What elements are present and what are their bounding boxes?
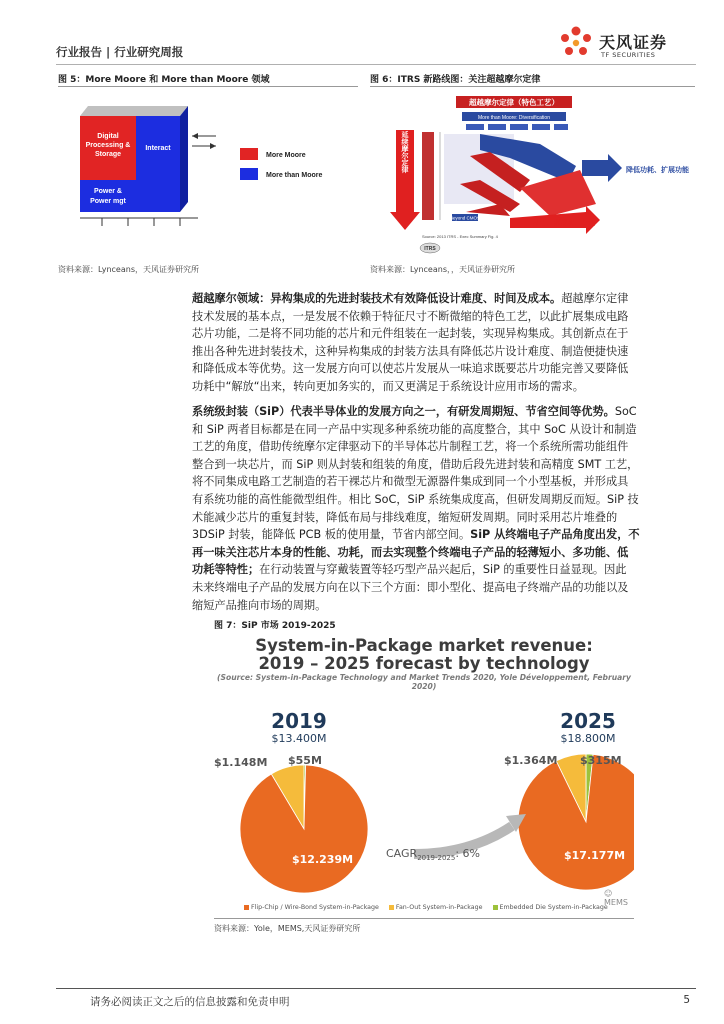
label-2025-fanout: $1.364M [504, 754, 558, 767]
para2-line12: 缩短产品推向市场的周期。 [192, 598, 327, 612]
chart-subtitle: (Source: System-in-Package Technology and Market Trends 2020, Yole Développement, February 2020) [217, 673, 631, 691]
digital-label-1: Digital [97, 133, 119, 140]
chart-title-line2: 2019 – 2025 forecast by technology [258, 654, 590, 673]
para1-line6: 功耗中“解放“出来，转向更加务实的，而又更满足于系统设计应用市场的需求。 [192, 379, 584, 393]
para2-line8-bold: SiP 从终端电子产品角度出发，不 [470, 528, 640, 542]
legend-swatch-more-than-moore [240, 168, 258, 180]
para1-line3: 芯片功能，二是将不同功能的芯片和元件组装在一起封装，实现异构集成。其创新点在于 [192, 327, 629, 341]
para1-line1 [192, 290, 694, 308]
para2-line10 [192, 561, 694, 579]
legend-swatch-embedded [493, 905, 498, 910]
para2-line8 [192, 526, 694, 544]
watermark-text: MEMS [604, 898, 628, 907]
para1-line5: 和降低成本等优势。这一发展方向可以使芯片发展从一味追求既要芯片功能完善又要降低 [192, 362, 629, 376]
legend-swatch-more-moore [240, 148, 258, 160]
figure7-source: 资料来源：Yole，MEMS,天风证券研究所 [214, 924, 361, 933]
legend-more-moore: More Moore [266, 152, 306, 159]
power-block [80, 180, 136, 212]
digital-label-3: Storage [94, 151, 122, 158]
cagr-label [386, 847, 480, 862]
right-label: 降低功耗、扩展功能 [626, 166, 689, 174]
para2-line3: 工艺的角度，借助传统摩尔定律驱动下的半导体芯片制程工艺，将一个系统所需功能组件 [192, 440, 629, 454]
label-2019-embedded: $55M [288, 754, 322, 767]
itrs-logo-text: ITRS [424, 246, 436, 252]
cube-top [80, 106, 188, 116]
para2-line5: 将不同集成电路工艺制造的若干裸芯片和微型无源器件集成到同一个小型基板，并形成具 [192, 475, 629, 489]
interact-block [136, 116, 180, 212]
para2-line6: 有系统功能的高性能微型组件。相比 SoC，SiP 系统集成度高，但研发周期反而短。SiP 技 [192, 492, 639, 506]
cagr-value: : 6% [455, 847, 480, 860]
para1-line1-tail: 超越摩尔定律 [561, 292, 629, 305]
figure6-title: 图 6：ITRS 新路线图：关注超越摩尔定律 [370, 75, 541, 85]
digital-label-2: Processing & [85, 142, 131, 149]
para2-bold1: 系统级封装（SiP）代表半导体业的发展方向之一，有研发周期短、节省空间等优势。 [192, 405, 615, 418]
para2-line10-normal: 在行动装置与穿戴装置等轻巧型产品兴起后，SiP 的重要性日益显现。因此 [259, 563, 627, 577]
para2-line11: 未来终端电子产品的发展方向在以下三个方面：即小型化、提高电子终端产品的功能以及 [192, 580, 629, 594]
banner-text: 超越摩尔定律（特色工艺） [469, 98, 559, 107]
cagr-sub: 2019-2025 [417, 854, 456, 863]
figure5-source: 资料来源：Lynceans，天风证券研究所 [58, 265, 199, 274]
legend-swatch-flipchip [244, 905, 249, 910]
legend-item-embedded [493, 904, 608, 911]
tf-logo-icon [556, 24, 596, 64]
cagr-text: CAGR [386, 847, 418, 860]
func-box-1 [466, 124, 484, 130]
figure6-source: 资料来源：Lynceans，，天风证券研究所 [370, 265, 515, 274]
para2-line2: 和 SiP 两者目标都是在同一产品中实现多种系统功能的高度整合，其中 SoC 从设计和制造 [192, 422, 637, 436]
para2-line4: 整合到一块芯片，而 SiP 则从封装和组装的角度，借助后段先进封装和高精度 SMT 工艺， [192, 457, 639, 471]
total-2025: $18.800M [560, 732, 616, 745]
legend-swatch-fanout [389, 905, 394, 910]
combined-band [520, 170, 596, 216]
right-arrow [582, 154, 622, 182]
year-2019: 2019 [271, 709, 327, 733]
total-2019: $13.400M [271, 732, 327, 745]
paragraph-sip [192, 403, 694, 614]
diversification-text: More than Moore: Diversification [478, 115, 550, 121]
logo-english: TF SECURITIES [601, 51, 656, 59]
arrow-out-head [192, 133, 198, 139]
paragraph-more-than-moore [192, 290, 694, 396]
func-box-4 [532, 124, 550, 130]
itrs-source-note: Source: 2013 ITRS - Exec Summary Fig. 4 [422, 234, 498, 239]
figure6-diagram [370, 92, 695, 257]
logo-chinese: 天风证券 [599, 33, 668, 52]
axis-label-bar [422, 132, 434, 220]
para2-line10-bold: 功耗等特性； [192, 563, 260, 577]
figure5-title-rule [58, 86, 358, 87]
footer-divider [56, 988, 696, 989]
arrow-in-head [210, 143, 216, 149]
power-label-2: Power mgt [90, 198, 126, 205]
para2-line8-normal: 3DSiP 封装，能降低 PCB 板的使用量，节省内部空间。 [192, 528, 471, 542]
para1-line2: 技术发展的基本点，一是发展不依赖于特征尺寸不断微缩的特色工艺，以此扩展集成电路 [192, 309, 629, 323]
beyond-text: Beyond CMOS [449, 215, 481, 221]
year-2025: 2025 [560, 709, 616, 733]
footer-disclaimer: 请务必阅读正文之后的信息披露和免责申明 [90, 996, 290, 1008]
label-2019-fanout: $1.148M [214, 756, 268, 769]
report-category: 行业报告 | 行业研究周报 [56, 45, 184, 59]
legend-item-flipchip [244, 904, 379, 911]
figure5-title: 图 5：More Moore 和 More than Moore 领域 [58, 75, 270, 85]
legend-text-embedded: Embedded Die System-in-Package [499, 904, 608, 911]
power-label-1: Power & [93, 188, 123, 195]
para1-bold: 超越摩尔领域：异构集成的先进封装技术有效降低设计难度、时间及成本。 [192, 292, 562, 305]
func-box-2 [488, 124, 506, 130]
figure6-title-rule [370, 86, 695, 87]
page-number: 5 [683, 994, 690, 1006]
company-logo [556, 24, 696, 64]
func-box-3 [510, 124, 528, 130]
label-2025-embedded: $315M [580, 754, 622, 767]
figure7-title: 图 7：SiP 市场 2019-2025 [214, 621, 336, 631]
para2-line9-bold: 再一味关注芯片本身的性能、功耗，而去实现整个终端电子产品的轻薄短小、多功能、低 [192, 545, 629, 559]
para2-line1-tail: SoC [614, 405, 637, 418]
para2-line9 [192, 544, 694, 562]
figure7-chart [214, 632, 634, 917]
legend-text-fanout: Fan-Out System-in-Package [395, 904, 483, 911]
para2-line7: 术能减少芯片的重复封装，降低布局与排线难度，缩短研发周期。同时采用芯片堆叠的 [192, 510, 618, 524]
header-divider [56, 64, 696, 65]
label-2019-flipchip: $12.239M [292, 853, 354, 866]
red-vertical-label: 延续摩尔定律 [401, 131, 409, 173]
pie-canvas [214, 632, 634, 917]
legend-item-fanout [389, 904, 483, 911]
bottom-label: 尺寸、集成度、价格 [532, 219, 596, 227]
para2-line1 [192, 403, 694, 421]
cube-side [180, 106, 188, 212]
figure5-diagram [58, 92, 358, 257]
figure7-bottom-rule [214, 918, 634, 919]
legend-text-flipchip: Flip-Chip / Wire-Bond System-in-Package [251, 904, 379, 911]
chart-title-line1: System-in-Package market revenue: [255, 636, 593, 655]
chart-legend [244, 904, 616, 911]
func-box-5 [554, 124, 568, 130]
chat-bubble-icon: ☺ [604, 889, 613, 898]
legend-more-than-moore: More than Moore [266, 172, 323, 179]
interact-label: Interact [145, 145, 171, 152]
para1-line4: 推出各种先进封装技术，这种异构集成的封装方法具有降低芯片设计难度、制造便捷快速 [192, 344, 629, 358]
label-2025-flipchip: $17.177M [564, 849, 626, 862]
